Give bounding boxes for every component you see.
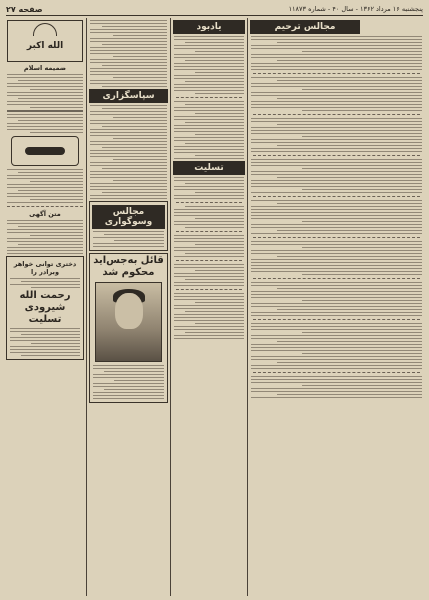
notice-title: متن آگهی [29, 210, 61, 218]
section-banner-mourning: مجالس وسوگواری [92, 205, 165, 229]
news-box [89, 253, 168, 403]
news-headline: قائل به‌جس‌اید [93, 255, 164, 266]
section-banner-condolence: تسلیت [173, 161, 245, 175]
section-banner-memorial-services: مجالس ترحیم [250, 20, 360, 34]
logo-box [11, 136, 79, 166]
notice-box [6, 256, 84, 360]
notice-body [5, 74, 85, 133]
headline-name: رحمت الله [19, 290, 71, 301]
notice-body [5, 169, 85, 203]
notice-body [88, 105, 169, 199]
portrait-photo [95, 282, 162, 362]
section-banner-memorial: یادبود [173, 20, 245, 34]
column-rule [247, 18, 248, 596]
notice-body [172, 177, 246, 339]
notice-box [89, 201, 168, 251]
headline-condolence: تسلیت [28, 314, 62, 325]
notice-title: دختری توانی خواهر وبرادر را [13, 260, 77, 276]
page-header [6, 3, 423, 16]
notice-body [88, 20, 169, 87]
news-headline: محکوم شد [102, 267, 155, 278]
column-4 [249, 18, 424, 596]
headline-name: شیرودی [24, 302, 66, 313]
notice-body [172, 36, 246, 159]
sun-emblem-icon [33, 23, 57, 36]
column-rule [170, 18, 171, 596]
notice-title: ضمیمه اسلام [23, 64, 67, 72]
column-rule [86, 18, 87, 596]
page-number: صفحه ۲۷ [6, 4, 43, 14]
section-banner-thanks: سپاسگزاری [89, 89, 168, 103]
column-1 [5, 18, 85, 596]
notice-body [5, 220, 85, 254]
column-3 [172, 18, 246, 596]
column-2 [88, 18, 169, 596]
emblem-box [7, 20, 83, 62]
notice-body [249, 36, 424, 398]
dateline: پنجشنبه ۱۶ مرداد ۱۳۶۲ - سال ۴۰ - شماره ۱۱۸۷۳ [288, 5, 423, 13]
emblem-text: الله اکبر [26, 41, 64, 51]
